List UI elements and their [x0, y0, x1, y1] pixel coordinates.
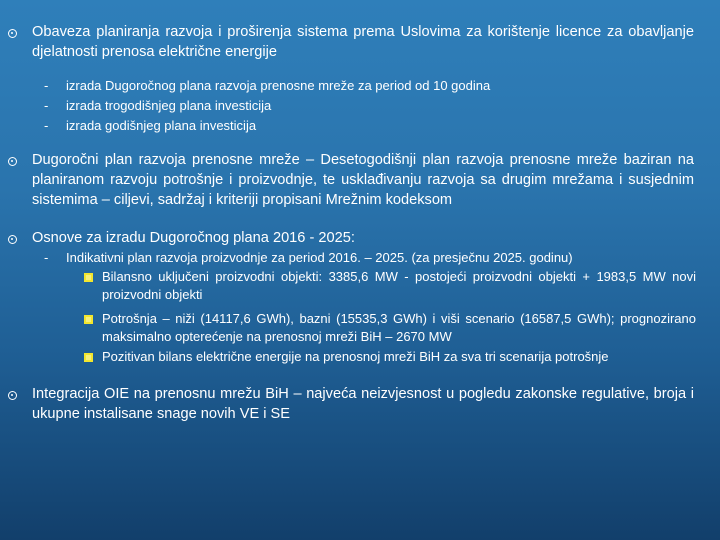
bullet-text: Obaveza planiranja razvoja i proširenja sistema prema Uslovima za korištenje licence za obavljanje djelatnosti prenosa električne energije: [32, 24, 694, 60]
sub-item-text: izrada trogodišnjeg plana investicija: [66, 98, 272, 113]
bullet-text: Dugoročni plan razvoja prenosne mreže – Desetogodišnji plan razvoja prenosne mreže baziran na planiranom razvoju potrošnje i proizvodnje, te usklađivanju razvoja sa drugim mrežama i susjednim sistemima – ciljevi, sadržaj i kriteriji propisani Mrežnim kodeksom: [32, 152, 694, 208]
dash-marker: -: [44, 98, 49, 113]
sub-item-text: izrada Dugoročnog plana razvoja prenosne mreže za period od 10 godina: [66, 78, 491, 93]
square-bullet-icon: [84, 273, 92, 281]
point-text: Pozitivan bilans električne energije na prenosnoj mreži BiH za sva tri scenarija potrošnje: [102, 349, 609, 364]
point-text: Potrošnja – niži (14117,6 GWh), bazni (15535,3 GWh) i viši scenario (16587,5 GWh); prognozirano maksimalno opterećenje na prenosnoj mreži BiH – 2670 MW: [102, 311, 696, 344]
dash-marker: -: [44, 250, 49, 265]
circle-bullet-icon: [8, 157, 17, 166]
bullet-text: Integracija OIE na prenosnu mrežu BiH – najveća neizvjesnost u pogledu zakonske regulative, broja i ukupne instalisane snage novih VE i SE: [32, 386, 694, 422]
square-bullet-icon: [84, 353, 92, 361]
sub-item-text: izrada godišnjeg plana investicija: [66, 118, 257, 133]
circle-bullet-icon: [8, 391, 17, 400]
dash-marker: -: [44, 78, 49, 93]
circle-bullet-icon: [8, 29, 17, 38]
circle-bullet-icon: [8, 235, 17, 244]
point-text: Bilansno uključeni proizvodni objekti: 3385,6 MW - postojeći proizvodni objekti + 1983,5 MW novi proizvodni objekti: [102, 269, 696, 302]
square-bullet-icon: [84, 315, 92, 323]
bullet-text: Osnove za izradu Dugoročnog plana 2016 - 2025:: [32, 230, 355, 246]
dash-marker: -: [44, 118, 49, 133]
sub-item-text: Indikativni plan razvoja proizvodnje za period 2016. – 2025. (za presječnu 2025. godinu): [66, 250, 573, 265]
